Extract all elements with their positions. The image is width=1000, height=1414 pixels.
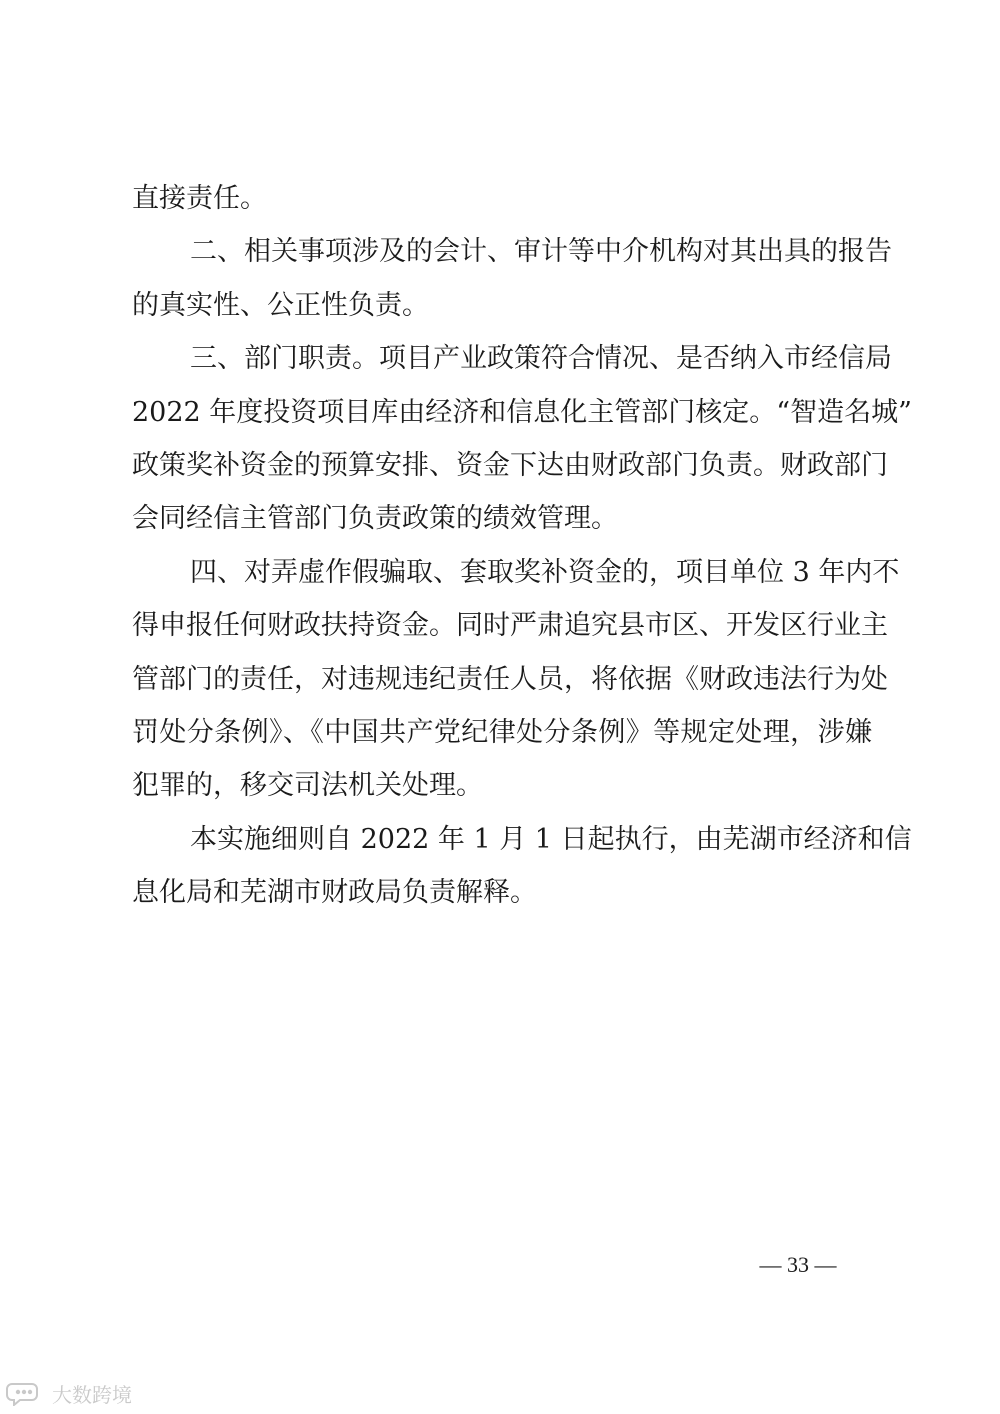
watermark [6,1378,132,1408]
body-line: 的真实性、公正性负责。 [132,289,429,321]
watermark-text: 大数跨境 [52,1382,132,1407]
body-line: 息化局和芜湖市财政局负责解释。 [132,877,537,909]
body-line: 三、部门职责。项目产业政策符合情况、是否纳入市经信局 [190,343,892,375]
chat-bubble-icon [6,1380,46,1406]
body-line: 二、相关事项涉及的会计、审计等中介机构对其出具的报告 [190,236,892,268]
body-line: 2022 年度投资项目库由经济和信息化主管部门核定。“智造名城” [132,396,912,428]
body-line: 政策奖补资金的预算安排、资金下达由财政部门负责。财政部门 [132,449,888,481]
body-line: 本实施细则自 2022 年 1 月 1 日起执行，由芜湖市经济和信 [190,823,912,855]
page-number: — 33 — [759,1252,837,1277]
document-body [132,172,912,919]
body-line: 得申报任何财政扶持资金。同时严肃追究县市区、开发区行业主 [132,610,888,642]
body-line: 管部门的责任，对违规违纪责任人员，将依据《财政违法行为处 [132,663,888,695]
body-line: 四、对弄虚作假骗取、套取奖补资金的，项目单位 3 年内不 [190,556,900,588]
body-line: 直接责任。 [132,183,267,214]
body-line: 罚处分条例》、《中国共产党纪律处分条例》等规定处理，涉嫌 [132,716,872,748]
body-line: 犯罪的，移交司法机关处理。 [132,770,483,802]
body-line: 会同经信主管部门负责政策的绩效管理。 [132,503,618,535]
